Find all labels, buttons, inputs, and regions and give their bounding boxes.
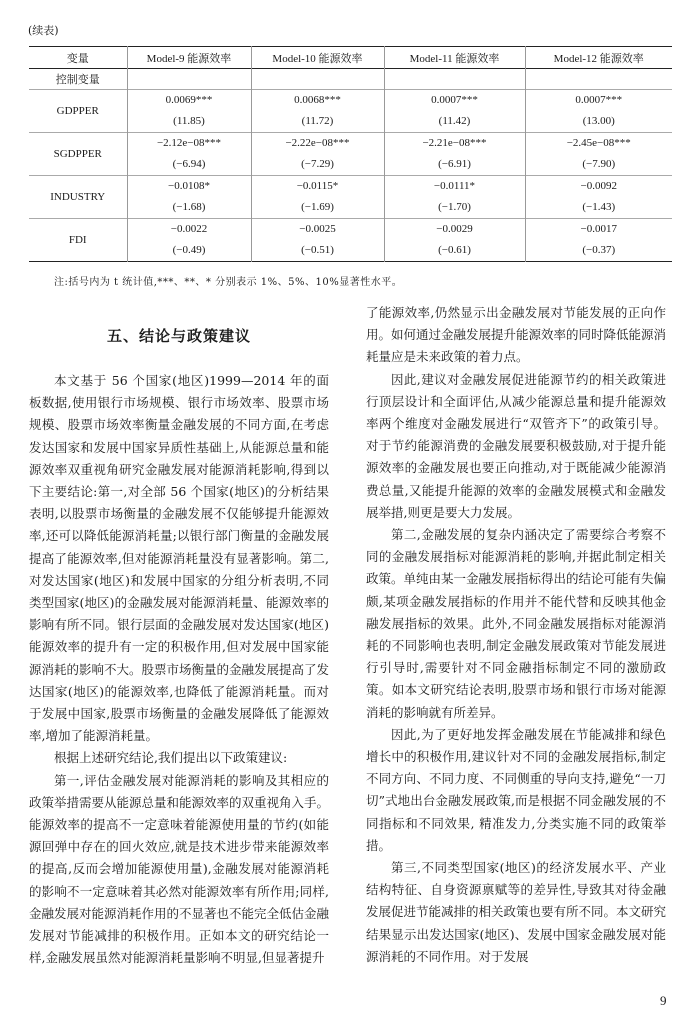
continued-table-label: (续表) (28, 24, 59, 37)
regression-table (29, 46, 672, 262)
control-variables-label: 控制变量 (55, 74, 100, 86)
paragraph: 本文基于 56 个国家(地区)1999—2014 年的面板数据,使用银行市场规模、银行市场效率、股票市场规模、股票市场效率衡量金融发展的不同方面,在考虑发达国家和发展中国家异质性基础上,从能源总量和能源效率双重视角研究金融发展对能源消耗影响,得到以下主要结论:第一,对全部 56 个国家(地区)的分析结果表明,以股票市场衡量的金融发展不仅能够提升能源效率,还可以降低能源消耗量;以银行部门衡量的金融发展提高了能源效率,但对能源消耗量没有显著影响。第二,对发达国家(地区)和发展中国家的分组分析表明,不同类型国家(地区)的金融发展对能源消耗量、能源效率的影响有所不同。银行层面的金融发展对发达国家(地区)能源效率的提升有一定的积极作用,但对发展中国家能源消耗的影响不大。股票市场衡量的金融发展提高了发达国家(地区)的能源效率,也降低了能源消耗量。而对于发展中国家,股票市场衡量的金融发展降低了能源效率,增加了能源消耗量。 (29, 373, 330, 744)
t-statistic: (−0.51) (301, 244, 334, 256)
paragraph: 第一,评估金融发展对能源消耗的影响及其相应的政策举措需要从能源总量和能源效率的双重视角入手。能源效率的提高不一定意味着能源使用量的节约(如能源回弹中存在的回火效应,就是技术进步带来能源效率的提高,反而会增加能源使用量),金融发展对能源消耗的影响不一定意味着其必然对能源效率有所作用;同样,金融发展对能源消耗作用的不显著也不能完全低估金融发展对节能减排的积极作用。正如本文的研究结论一样,金融发展虽然对能源消耗量影响不明显,但显著提升 (29, 772, 330, 966)
table-cell (251, 133, 384, 176)
table-cell (127, 219, 251, 262)
table-cell (251, 176, 384, 219)
t-statistic: (−0.61) (438, 244, 471, 256)
table-row (29, 90, 672, 133)
coefficient: −2.45e−08*** (566, 137, 631, 149)
paragraph: 第二,金融发展的复杂内涵决定了需要综合考察不同的金融发展指标对能源消耗的影响,并据此制定相关政策。单纯由某一金融发展指标得出的结论可能有失偏颇,某项金融发展指标的作用并不能代替和反映其他金融发展指标的效果。此外,不同金融发展指标对能源消耗的不同影响也表明,制定金融发展政策对节能发展进行引导时,需要针对不同金融指标制定不同的激励政策。如本文研究结论表明,股票市场和银行市场对能源消耗的影响就有所差异。 (366, 527, 667, 720)
t-statistic: (−1.68) (172, 201, 206, 213)
coefficient: −0.0022 (170, 223, 208, 235)
table-cell (525, 176, 672, 219)
table-row (29, 176, 672, 219)
control-variables-row (29, 69, 672, 90)
t-statistic: (−7.29) (301, 158, 334, 170)
table-row (29, 133, 672, 176)
coefficient: −0.0025 (299, 223, 336, 235)
coefficient: −2.22e−08*** (285, 137, 350, 149)
t-statistic: (−0.37) (582, 244, 616, 256)
paragraph: 根据上述研究结论,我们提出以下政策建议: (54, 750, 288, 766)
t-statistic: (11.42) (438, 115, 471, 127)
table-cell (384, 133, 525, 176)
header-model-9: Model-9 能源效率 (127, 47, 251, 69)
coefficient: −0.0092 (580, 180, 617, 192)
header-model-11: Model-11 能源效率 (384, 47, 525, 69)
t-statistic: (13.00) (582, 115, 615, 127)
variable-name: INDUSTRY (50, 191, 106, 203)
header-variable: 变量 (66, 52, 89, 65)
table-cell (384, 90, 525, 133)
paragraph: 因此,为了更好地发挥金融发展在节能减排和绿色增长中的积极作用,建议针对不同的金融发展指标,制定不同方向、不同力度、不同侧重的导向支持,避免“一刀切”式地出台金融发展政策,而是根据不同金融发展的不同指标和不同效果, 精准发力,分类实施不同的政策举措。 (366, 726, 666, 853)
header-model-12: Model-12 能源效率 (525, 47, 672, 69)
coefficient: −0.0029 (436, 223, 473, 235)
t-statistic: (−1.69) (301, 201, 334, 213)
table-cell (525, 219, 672, 262)
variable-name: GDPPER (56, 105, 99, 117)
table-cell (251, 219, 384, 262)
table-cell (384, 219, 525, 262)
table-cell (525, 90, 672, 133)
coefficient: −2.21e−08*** (422, 137, 487, 149)
coefficient: 0.0007*** (431, 94, 478, 106)
t-statistic: (−1.70) (438, 201, 471, 213)
t-statistic: (11.85) (173, 115, 205, 127)
paragraph: 第三,不同类型国家(地区)的经济发展水平、产业结构特征、自身资源禀赋等的差异性,导致其对待金融发展促进节能减排的相关政策也要有所不同。本文研究结果显示出发达国家(地区)、发展中国家金融发展对能源消耗的不同作用。对于发展 (366, 860, 667, 964)
coefficient: −0.0111* (433, 180, 476, 192)
coefficient: −0.0108* (168, 180, 210, 192)
table-cell (251, 90, 384, 133)
coefficient: 0.0068*** (294, 94, 341, 106)
table-cell (525, 133, 672, 176)
table-cell (384, 176, 525, 219)
paragraph: 了能源效率,仍然显示出金融发展对节能发展的正向作用。如何通过金融发展提升能源效率的同时降低能源消耗量应是未来政策的着力点。 (366, 305, 667, 365)
t-statistic: (−6.91) (438, 158, 471, 170)
section-title: 五、结论与政策建议 (106, 327, 251, 345)
coefficient: −0.0017 (580, 223, 617, 235)
table-header-row (29, 47, 672, 69)
header-model-10: Model-10 能源效率 (251, 47, 384, 69)
left-column (29, 370, 329, 969)
right-column (366, 302, 666, 968)
page-number: 9 (660, 993, 667, 1008)
table-cell (127, 90, 251, 133)
coefficient: −2.12e−08*** (156, 137, 222, 149)
t-statistic: (−6.94) (172, 158, 206, 170)
t-statistic: (−7.90) (582, 158, 616, 170)
paragraph: 因此,建议对金融发展促进能源节约的相关政策进行顶层设计和全面评估,从减少能源总量和提升能源效率两个维度对金融发展进行“双管齐下”的政策引导。对于节约能源消费的金融发展要积极鼓励,对于提升能源效率的金融发展也要正向推动,对于既能减少能源消费总量,又能提升能源的效率的金融发展模式和金融发展举措,则更是要大力发展。 (366, 371, 666, 520)
table-cell (127, 133, 251, 176)
t-statistic: (−0.49) (172, 244, 206, 256)
t-statistic: (11.72) (301, 115, 334, 127)
table-cell (127, 176, 251, 219)
coefficient: 0.0007*** (575, 94, 623, 106)
variable-name: FDI (68, 234, 87, 246)
coefficient: −0.0115* (296, 180, 339, 192)
table-note: 注:括号内为 t 统计值,***、**、* 分别表示 1%、5%、10%显著性水平。 (54, 277, 403, 288)
t-statistic: (−1.43) (582, 201, 616, 213)
table-row (29, 219, 672, 262)
variable-name: SGDPPER (53, 148, 102, 160)
coefficient: 0.0069*** (165, 94, 213, 106)
